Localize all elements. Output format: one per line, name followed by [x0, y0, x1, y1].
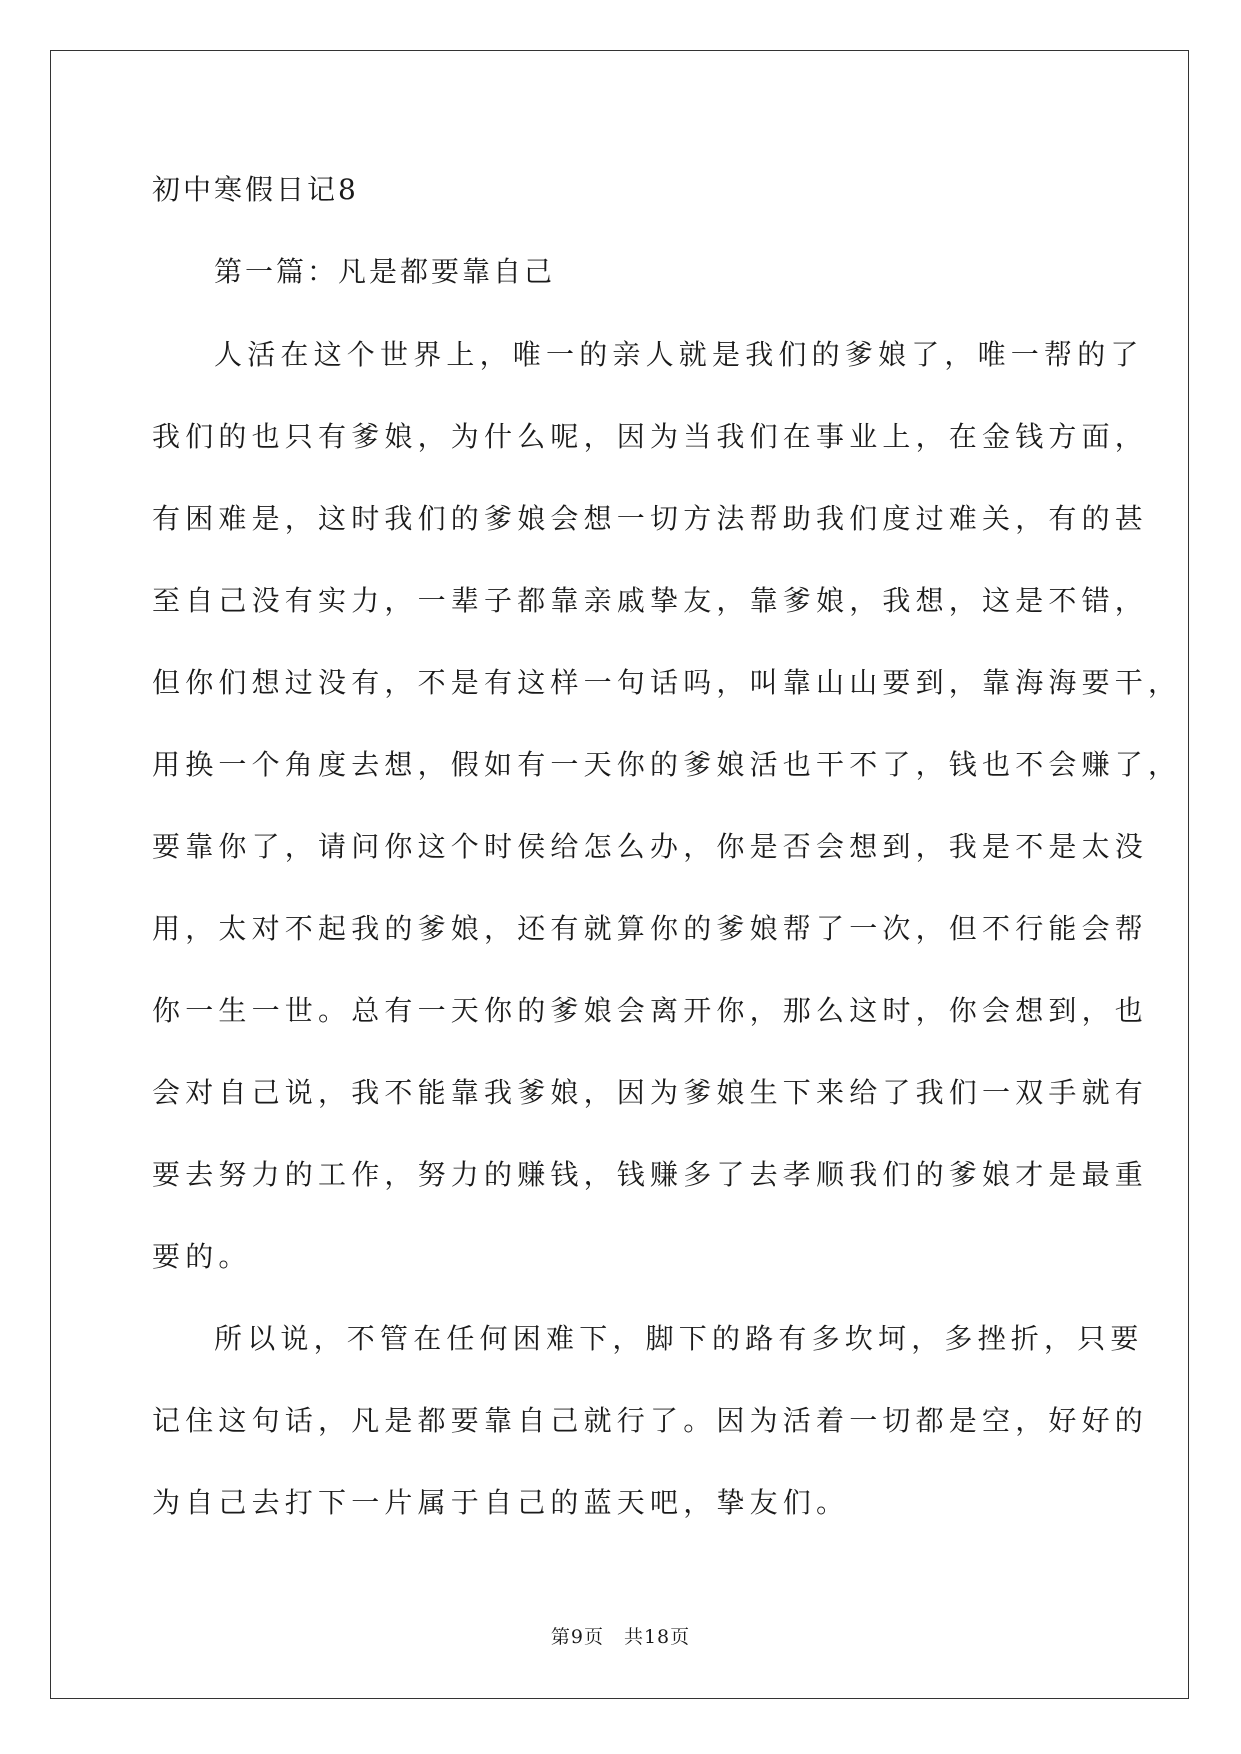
paragraph-line: 至自己没有实力，一辈子都靠亲戚挚友，靠爹娘，我想，这是不错，	[152, 584, 1149, 617]
paragraph-line: 用，太对不起我的爹娘，还有就算你的爹娘帮了一次，但不行能会帮	[152, 912, 1149, 945]
paragraph-line: 人活在这个世界上，唯一的亲人就是我们的爹娘了，唯一帮的了	[214, 338, 1144, 371]
document-title: 初中寒假日记8	[152, 173, 359, 206]
page-number: 第9页 共18页	[550, 1626, 691, 1648]
paragraph-line: 会对自己说，我不能靠我爹娘，因为爹娘生下来给了我们一双手就有	[152, 1076, 1149, 1109]
paragraph-line: 要去努力的工作，努力的赚钱，钱赚多了去孝顺我们的爹娘才是最重	[152, 1158, 1149, 1191]
paragraph-line: 要的。	[152, 1240, 252, 1273]
paragraph-line: 要靠你了，请问你这个时侯给怎么办，你是否会想到，我是不是太没	[152, 830, 1149, 863]
paragraph-line: 但你们想过没有，不是有这样一句话吗，叫靠山山要到，靠海海要干，	[152, 666, 1182, 699]
paragraph-line: 所以说，不管在任何困难下，脚下的路有多坎坷，多挫折，只要	[214, 1322, 1144, 1355]
paragraph-line: 有困难是，这时我们的爹娘会想一切方法帮助我们度过难关，有的甚	[152, 502, 1149, 535]
paragraph-line: 用换一个角度去想，假如有一天你的爹娘活也干不了，钱也不会赚了，	[152, 748, 1182, 781]
page-border	[50, 50, 1189, 1699]
paragraph-line: 我们的也只有爹娘，为什么呢，因为当我们在事业上，在金钱方面，	[152, 420, 1149, 453]
paragraph-line: 为自己去打下一片属于自己的蓝天吧，挚友们。	[152, 1486, 850, 1519]
paragraph-line: 你一生一世。总有一天你的爹娘会离开你，那么这时，你会想到，也	[152, 994, 1149, 1027]
paragraph-line: 记住这句话，凡是都要靠自己就行了。因为活着一切都是空，好好的	[152, 1404, 1149, 1437]
section-heading: 第一篇：凡是都要靠自己	[214, 255, 556, 288]
